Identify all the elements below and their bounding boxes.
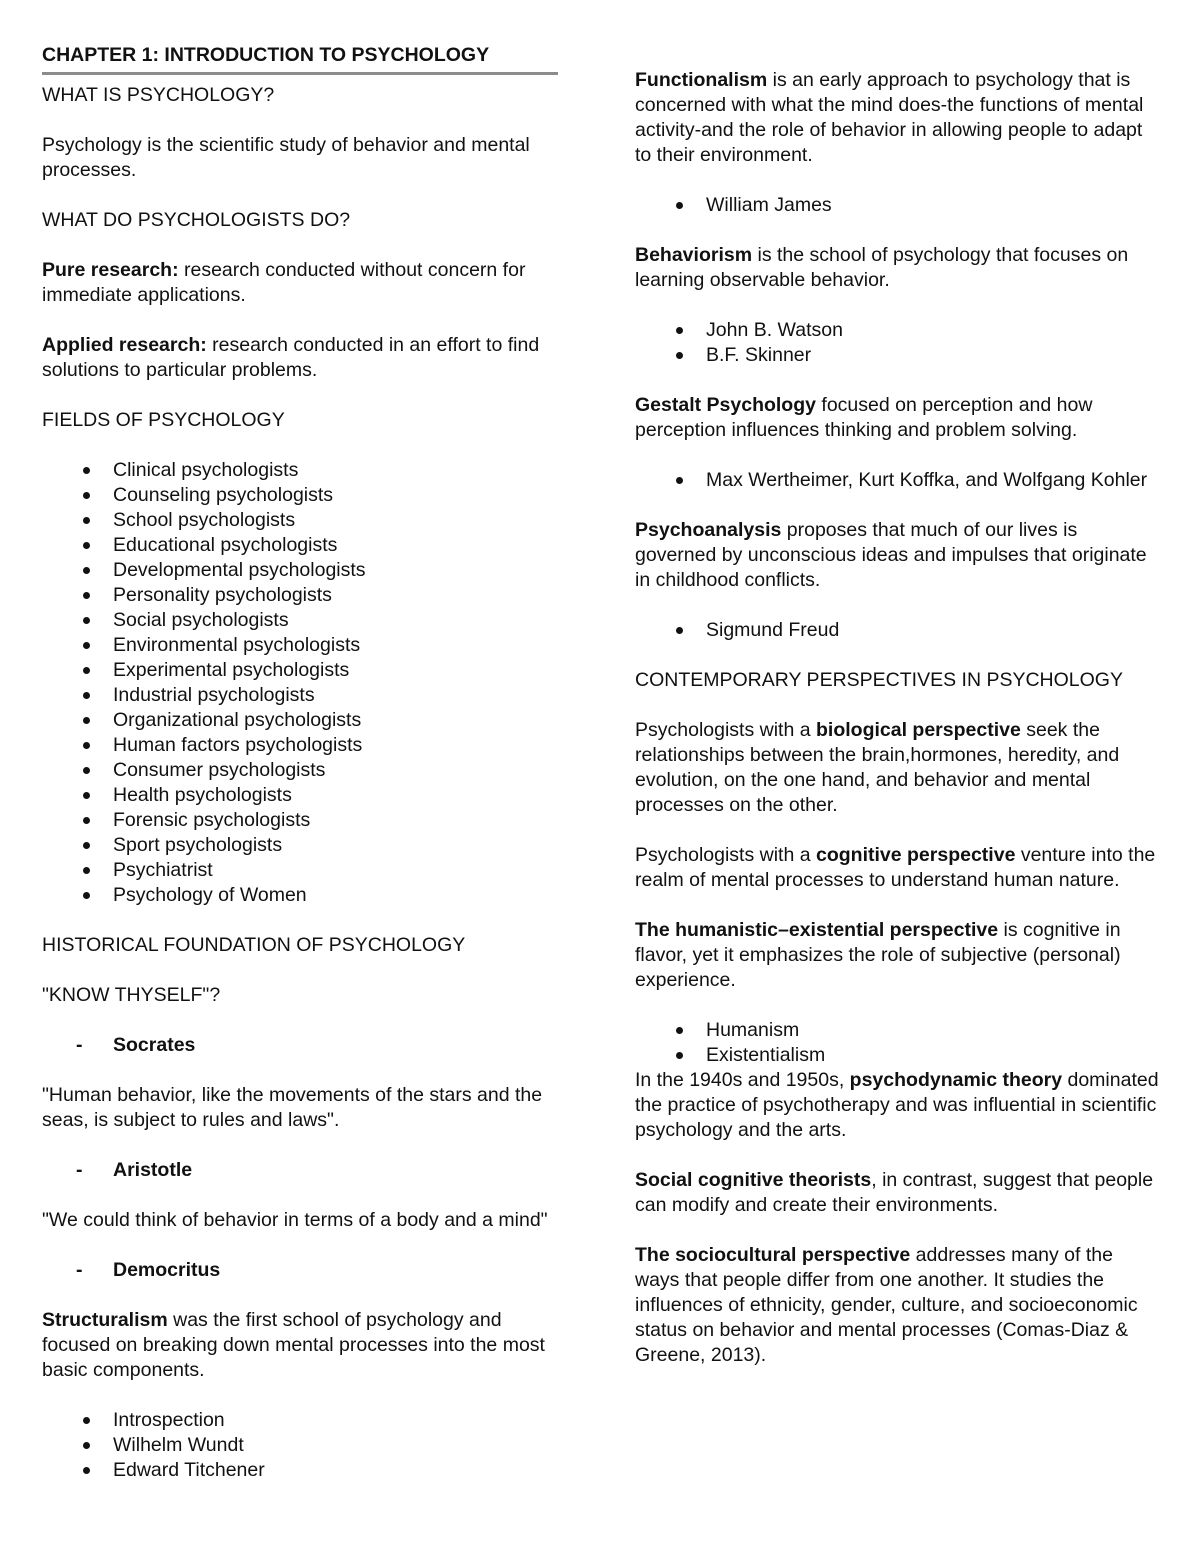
list-item: Existentialism <box>635 1043 1160 1068</box>
list-item: Experimental psychologists <box>42 658 567 683</box>
list-item: Consumer psychologists <box>42 758 567 783</box>
list-item: Educational psychologists <box>42 533 567 558</box>
psychoanalysis-list <box>635 618 1160 643</box>
behaviorism-term: Behaviorism <box>635 244 753 266</box>
list-item: Wilhelm Wundt <box>42 1433 567 1458</box>
list-item: Social psychologists <box>42 608 567 633</box>
social-term: Social cognitive theorists <box>635 1169 872 1191</box>
aristotle-quote: "We could think of behavior in terms of a body and a mind" <box>42 1209 548 1231</box>
behaviorism <box>635 243 1160 293</box>
list-item: B.F. Skinner <box>635 343 1160 368</box>
title-rule <box>42 72 558 75</box>
functionalism-list <box>635 193 1160 218</box>
socio-term: The sociocultural perspective <box>635 1244 911 1266</box>
fields-list <box>42 458 567 908</box>
psychoanalysis-term: Psychoanalysis <box>635 519 782 541</box>
psychodynamic-theory <box>635 1068 1160 1143</box>
definition: Psychology is the scientific study of behavior and mental processes. <box>42 134 530 181</box>
structuralism-list <box>42 1408 567 1483</box>
list-item: Industrial psychologists <box>42 683 567 708</box>
gestalt-list <box>635 468 1160 493</box>
philosopher-name: Aristotle <box>113 1159 193 1181</box>
cog-text: venture into the realm of mental processes to understand human nature. <box>635 844 1156 891</box>
social-text: , in contrast, suggest that people can modify and create their environments. <box>635 1169 1154 1216</box>
what-is-heading: WHAT IS PSYCHOLOGY? <box>42 84 275 106</box>
bio-term: biological perspective <box>816 719 1021 741</box>
list-item: Health psychologists <box>42 783 567 808</box>
right-column <box>635 68 1160 1393</box>
humanistic-list <box>635 1018 1160 1068</box>
structuralism-text: was the first school of psychology and focused on breaking down mental processes into the most basic components. <box>42 1309 545 1381</box>
gestalt-text: focused on perception and how perception influences thinking and problem solving. <box>635 394 1093 441</box>
contemporary-heading: CONTEMPORARY PERSPECTIVES IN PSYCHOLOGY <box>635 669 1123 691</box>
structuralism-term: Structuralism <box>42 1309 168 1331</box>
sociocultural-perspective <box>635 1243 1160 1368</box>
list-item: Introspection <box>42 1408 567 1433</box>
list-item: Clinical psychologists <box>42 458 567 483</box>
structuralism <box>42 1308 567 1383</box>
list-item: Environmental psychologists <box>42 633 567 658</box>
list-item: Human factors psychologists <box>42 733 567 758</box>
pure-term: Pure research: <box>42 259 179 281</box>
cog-term: cognitive perspective <box>816 844 1016 866</box>
psychodyn-text: dominated the practice of psychotherapy and was influential in scientific psychology and the arts. <box>635 1069 1159 1141</box>
list-item: Personality psychologists <box>42 583 567 608</box>
human-text: is cognitive in flavor, yet it emphasizes the role of subjective (personal) experience. <box>635 919 1121 991</box>
philosopher-socrates <box>42 1033 567 1058</box>
list-item: Sport psychologists <box>42 833 567 858</box>
gestalt-term: Gestalt Psychology <box>635 394 816 416</box>
functionalism <box>635 68 1160 168</box>
humanistic-perspective <box>635 918 1160 993</box>
dash-marker: - <box>76 1259 83 1281</box>
philosopher-aristotle <box>42 1158 567 1183</box>
social-cognitive <box>635 1168 1160 1218</box>
list-item: William James <box>635 193 1160 218</box>
behaviorism-list <box>635 318 1160 368</box>
philosopher-name: Democritus <box>113 1259 221 1281</box>
list-item: Max Wertheimer, Kurt Koffka, and Wolfgang Kohler <box>635 468 1160 493</box>
psychoanalysis <box>635 518 1160 593</box>
dash-marker: - <box>76 1159 83 1181</box>
list-item: Humanism <box>635 1018 1160 1043</box>
bio-text: seek the relationships between the brain,hormones, heredity, and evolution, on the one hand, and behavior and mental processes on the other. <box>635 719 1120 816</box>
what-do-heading: WHAT DO PSYCHOLOGISTS DO? <box>42 209 351 231</box>
list-item: Psychiatrist <box>42 858 567 883</box>
socrates-quote: "Human behavior, like the movements of the stars and the seas, is subject to rules and laws". <box>42 1084 543 1131</box>
list-item: John B. Watson <box>635 318 1160 343</box>
list-item: Counseling psychologists <box>42 483 567 508</box>
human-term: The humanistic–existential perspective <box>635 919 999 941</box>
psychodyn-pre: In the 1940s and 1950s, <box>635 1069 850 1091</box>
functionalism-text: is an early approach to psychology that is concerned with what the mind does-the functions of mental activity-and the role of behavior in allowing people to adapt to their environment. <box>635 69 1144 166</box>
historical-heading: HISTORICAL FOUNDATION OF PSYCHOLOGY <box>42 934 466 956</box>
list-item: Developmental psychologists <box>42 558 567 583</box>
functionalism-term: Functionalism <box>635 69 768 91</box>
philosopher-democritus <box>42 1258 567 1283</box>
list-item: Organizational psychologists <box>42 708 567 733</box>
pure-text: research conducted without concern for immediate applications. <box>42 259 526 306</box>
applied-term: Applied research: <box>42 334 207 356</box>
psychoanalysis-text: proposes that much of our lives is governed by unconscious ideas and impulses that originate in childhood conflicts. <box>635 519 1147 591</box>
dash-marker: - <box>76 1034 83 1056</box>
pure-research <box>42 258 567 308</box>
socio-text: addresses many of the ways that people differ from one another. It studies the influences of ethnicity, gender, culture, and socioeconomic status on behavior and mental processes (Comas-Diaz & Greene, 2013). <box>635 1244 1138 1366</box>
cog-pre: Psychologists with a <box>635 844 816 866</box>
applied-research <box>42 333 567 383</box>
list-item: Forensic psychologists <box>42 808 567 833</box>
behaviorism-text: is the school of psychology that focuses on learning observable behavior. <box>635 244 1129 291</box>
list-item: Psychology of Women <box>42 883 567 908</box>
philosopher-name: Socrates <box>113 1034 196 1056</box>
fields-heading: FIELDS OF PSYCHOLOGY <box>42 409 285 431</box>
list-item: School psychologists <box>42 508 567 533</box>
list-item: Edward Titchener <box>42 1458 567 1483</box>
chapter-title: CHAPTER 1: INTRODUCTION TO PSYCHOLOGY <box>42 44 490 66</box>
psychodyn-term: psychodynamic theory <box>849 1069 1063 1091</box>
left-column <box>42 42 567 1483</box>
know-thyself: "KNOW THYSELF"? <box>42 984 221 1006</box>
gestalt <box>635 393 1160 443</box>
cognitive-perspective <box>635 843 1160 893</box>
biological-perspective <box>635 718 1160 818</box>
bio-pre: Psychologists with a <box>635 719 816 741</box>
applied-text: research conducted in an effort to find solutions to particular problems. <box>42 334 540 381</box>
list-item: Sigmund Freud <box>635 618 1160 643</box>
